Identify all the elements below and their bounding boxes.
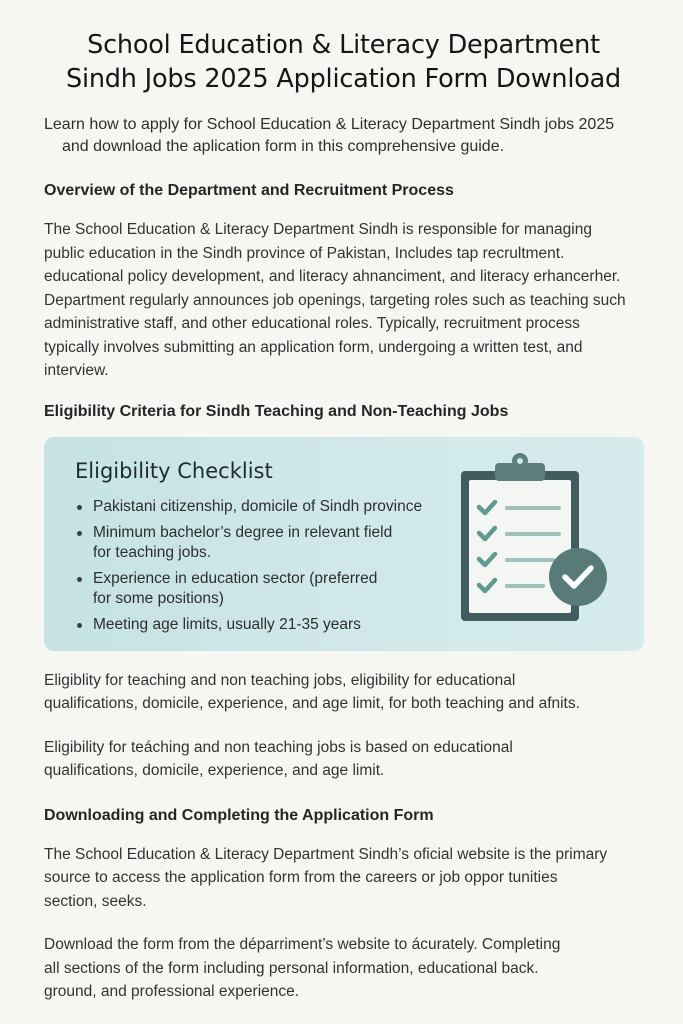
checklist-item [75,569,455,609]
paragraph-line: Eligibility for teáching and non teaching jobs is based on educational [44,738,513,756]
intro-paragraph [44,114,643,158]
overview-line: typically involves submitting an application form, undergoing a written test, and [44,338,583,356]
clipboard-checklist-icon [457,453,617,628]
overview-heading: Overview of the Department and Recruitment Process [44,182,454,199]
checklist-title: Eligibility Checklist [75,458,273,483]
paragraph-line: all sections of the form including personal information, educational back. [44,959,539,977]
paragraph-line: The School Education & Literacy Department Sindh’s oficial website is the primary [44,845,608,863]
overview-line: educational policy development, and literacy ahnanciment, and literacy erhancerher. [44,268,621,285]
eligibility-paragraph-1 [44,669,643,716]
intro-line-1: Learn how to apply for School Education & Literacy Department Sindh jobs 2025 [44,116,615,133]
overview-line: administrative staff, and other educational roles. Typically, recruitment process [44,315,580,332]
overview-line: interview. [44,362,109,379]
overview-line: Department regularly announces job openings, targeting roles such as teaching such [44,291,626,309]
overview-line: The School Education & Literacy Department Sindh is responsible for managing [44,221,592,238]
download-heading: Downloading and Completing the Application Form [44,806,434,824]
eligibility-paragraph-2 [44,736,643,783]
eligibility-checklist-card [44,437,644,651]
checklist-item [75,615,455,635]
checklist-item [75,497,455,517]
check-badge-icon [549,548,607,606]
download-paragraph-2 [44,933,643,1004]
paragraph-line: Download the form from the déparriment’s website to ácurately. Completing [44,936,561,953]
checklist-item [75,523,455,563]
checklist-item-text: Minimum bachelor’s degree in relevant field [93,523,393,541]
page-title-line-1: School Education & Literacy Department [87,30,600,60]
paragraph-line: Eligiblity for teaching and non teaching jobs, eligibility for educational [44,671,516,689]
paragraph-line: qualifications, domicile, experience, and age limit. [44,762,385,779]
paragraph-line: source to access the application form from the careers or job oppor tunities [44,869,558,886]
checklist-item-text-cont: for teaching jobs. [93,543,212,561]
intro-line-2: and download the aplication form in this comprehensive guide. [62,138,505,155]
paragraph-line: section, seeks. [44,892,147,910]
checklist-item-text-cont: for some positions) [93,589,224,607]
overview-line: public education in the Sindh province of Pakistan, Includes tap recrultment. [44,244,565,262]
page-title-line-2: Sindh Jobs 2025 Application Form Download [65,64,622,94]
eligibility-heading: Eligibility Criteria for Sindh Teaching and Non-Teaching Jobs [44,402,509,420]
checklist [75,497,455,635]
checklist-item-text: Pakistani citizenship, domicile of Sindh province [93,497,423,515]
overview-paragraph [44,218,643,383]
checklist-item-text: Meeting age limits, usually 21-35 years [93,615,361,633]
paragraph-line: ground, and professional experience. [44,983,300,1000]
checklist-item-text: Experience in education sector (preferred [93,569,378,587]
download-paragraph-1 [44,843,643,914]
paragraph-line: qualifications, domicile, experience, and age limit, for both teaching and afnits. [44,695,580,712]
page-title [44,28,643,96]
